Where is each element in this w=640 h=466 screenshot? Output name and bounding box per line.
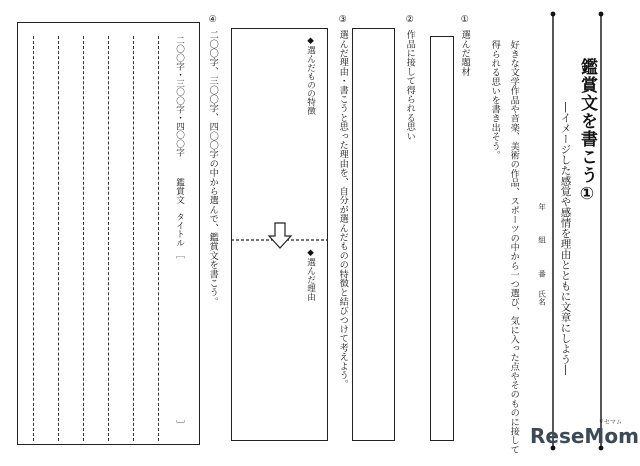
section4-label: 二〇〇字、三〇〇字、四〇〇字の中から選んで、鑑賞文を書こう。 bbox=[207, 30, 219, 306]
student-name-label: 氏名 bbox=[537, 290, 547, 306]
section3-label: 選んだ理由・書こうと思った理由を、自分が選んだものの特徴と結びつけて考えよう。 bbox=[337, 30, 349, 389]
section1-label: 選んだ題材 bbox=[459, 30, 471, 76]
section1-number: ① bbox=[459, 14, 471, 25]
writing-line bbox=[83, 36, 84, 441]
student-class-label: 組 bbox=[537, 236, 547, 244]
watermark-logo bbox=[530, 424, 639, 448]
writing-line bbox=[33, 36, 34, 441]
section3-features-note: ◆選んだものの特徴 bbox=[305, 36, 316, 115]
section4-number: ④ bbox=[207, 14, 219, 25]
writing-sheet-title-bracket-close: ］ bbox=[174, 420, 185, 429]
student-number-label: 番 bbox=[537, 270, 547, 278]
student-year-label: 年 bbox=[537, 203, 547, 211]
writing-line bbox=[158, 36, 159, 441]
intro-line-1: 好きな文学作品や音楽、美術の作品、スポーツの中から一つ選び、気に入った点やそのものに接して bbox=[508, 40, 520, 454]
section3-number: ③ bbox=[337, 14, 349, 25]
section2-number: ② bbox=[404, 14, 416, 25]
writing-line bbox=[58, 36, 59, 441]
watermark-brand: ReseMom bbox=[530, 424, 639, 448]
writing-line bbox=[133, 36, 134, 441]
section3-reason-note: ◆選んだ理由 bbox=[305, 248, 316, 301]
section2-label: 作品に接して得られる思い bbox=[404, 30, 416, 141]
intro-line-2: 得られる思いを書き出そう。 bbox=[489, 40, 501, 160]
section1-answer-box[interactable] bbox=[430, 36, 454, 441]
watermark-ruby: リセマム bbox=[598, 419, 622, 426]
section2-answer-box[interactable] bbox=[352, 28, 395, 441]
page-subtitle: ―イメージした感覚や感情を理由とともに文章にしよう― bbox=[559, 102, 572, 375]
writing-sheet-char-options: 二〇〇字・三〇〇字・四〇〇字 bbox=[174, 36, 185, 157]
writing-line bbox=[108, 36, 109, 441]
page-title: 鑑賞文を書こう① bbox=[577, 58, 597, 205]
writing-sheet-title-label: 鑑賞文 タイトル bbox=[174, 178, 185, 247]
writing-sheet-title-bracket-open: ［ bbox=[174, 250, 185, 259]
down-arrow-icon bbox=[268, 222, 292, 250]
